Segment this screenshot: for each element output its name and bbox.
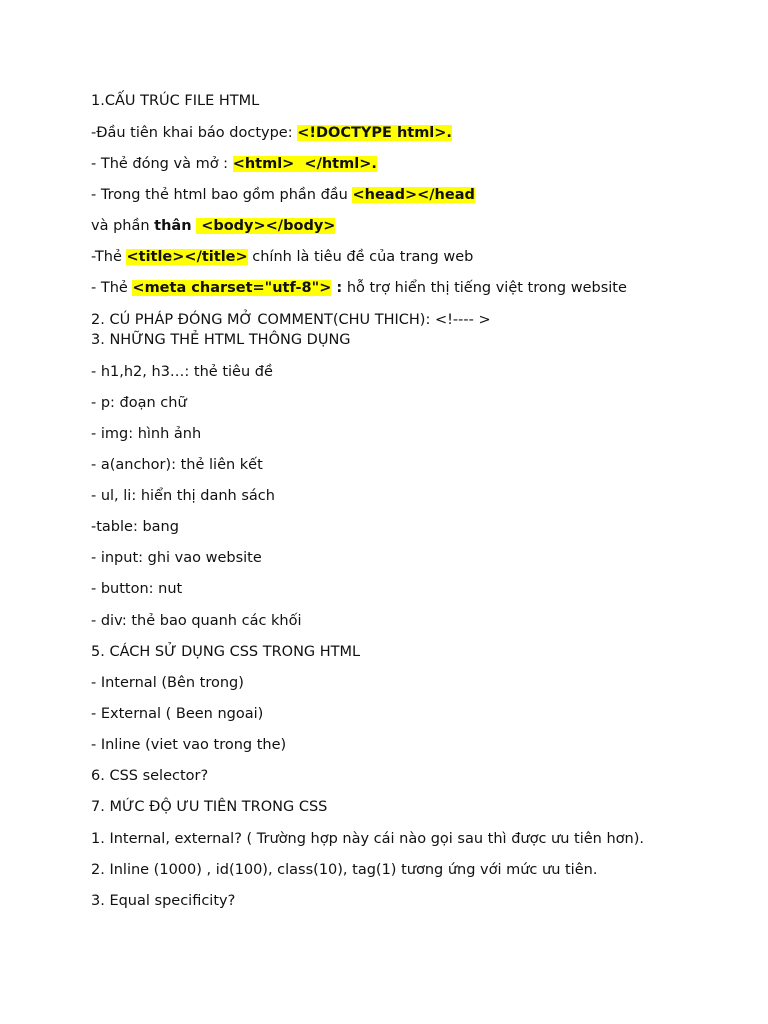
list-item: 3. Equal specificity? (91, 893, 236, 909)
list-item: - a(anchor): thẻ liên kết (91, 457, 263, 473)
body-tag-code: <body></body> (196, 218, 336, 234)
meta-tag-line (91, 279, 627, 297)
list-item: 2. Inline (1000) , id(100), class(10), tag(1) tương ứng với mức ưu tiên. (91, 862, 598, 878)
html-tag-line (91, 155, 377, 173)
title-tag-code: <title></title> (126, 249, 248, 265)
meta-tag-colon: : (331, 280, 343, 296)
list-item: - Internal (Bên trong) (91, 675, 244, 691)
meta-tag-text: - Thẻ (91, 280, 133, 296)
list-item: -table: bang (91, 519, 179, 535)
section-5-title: 5. CÁCH SỬ DỤNG CSS TRONG HTML (91, 644, 361, 660)
section-1-title: 1.CẤU TRÚC FILE HTML (91, 93, 260, 109)
list-item: 1. Internal, external? ( Trường hợp này cái nào gọi sau thì được ưu tiên hơn). (91, 831, 644, 847)
title-tag-line (91, 248, 473, 266)
section-2-title: 2. CÚ PHÁP ĐÓNG MỞ COMMENT(CHU THICH): <!---- > (91, 312, 491, 328)
body-tag-text: và phần (91, 218, 155, 234)
doctype-line (91, 124, 452, 142)
html-tag-text: - Thẻ đóng và mở : (91, 156, 233, 172)
list-item: - External ( Been ngoai) (91, 706, 264, 722)
list-item: - p: đoạn chữ (91, 395, 187, 411)
title-tag-desc: chính là tiêu đề của trang web (247, 249, 474, 265)
title-tag-text: -Thẻ (91, 249, 127, 265)
section-7-title: 7. MỨC ĐỘ ƯU TIÊN TRONG CSS (91, 799, 328, 815)
doctype-text: -Đầu tiên khai báo doctype: (91, 125, 298, 141)
section-6-title: 6. CSS selector? (91, 768, 209, 784)
body-tag-bold: thân (154, 218, 192, 234)
body-tag-line (91, 217, 335, 235)
list-item: - button: nut (91, 581, 183, 597)
list-item: - Inline (viet vao trong the) (91, 737, 287, 753)
head-tag-text: - Trong thẻ html bao gồm phần đầu (91, 187, 353, 203)
list-item: - input: ghi vao website (91, 550, 262, 566)
list-item: - div: thẻ bao quanh các khối (91, 613, 302, 629)
meta-tag-code: <meta charset="utf-8"> (132, 280, 332, 296)
list-item: - h1,h2, h3…: thẻ tiêu đề (91, 364, 273, 380)
head-tag-code: <head></head (352, 187, 475, 203)
meta-tag-desc: hỗ trợ hiển thị tiếng việt trong website (342, 280, 627, 296)
list-item: - img: hình ảnh (91, 426, 202, 442)
list-item: - ul, li: hiển thị danh sách (91, 488, 275, 504)
section-3-title: 3. NHỮNG THẺ HTML THÔNG DỤNG (91, 332, 351, 348)
doctype-code: <!DOCTYPE html>. (297, 125, 452, 141)
head-tag-line (91, 186, 475, 204)
html-tag-code: <html> </html>. (232, 156, 377, 172)
